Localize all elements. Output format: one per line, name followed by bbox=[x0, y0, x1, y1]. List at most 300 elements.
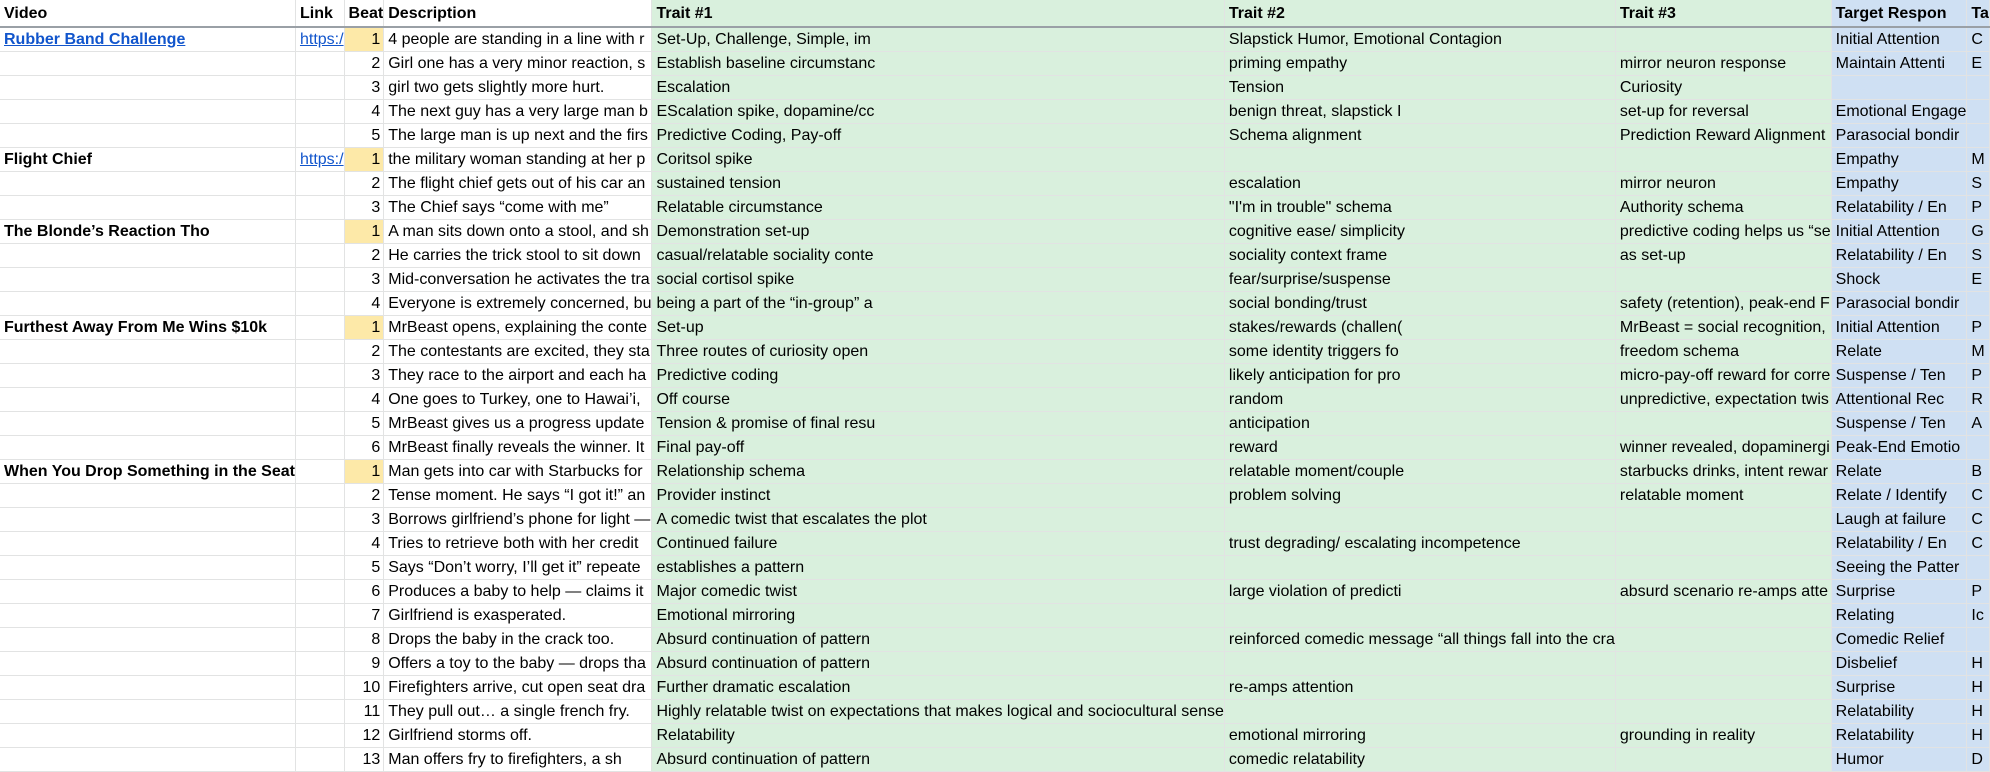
cell-video[interactable] bbox=[0, 556, 295, 580]
cell-link[interactable] bbox=[295, 316, 344, 340]
cell-description[interactable]: MrBeast opens, explaining the conte bbox=[384, 316, 652, 340]
cell-trait-2[interactable]: problem solving bbox=[1224, 484, 1615, 508]
cell-link[interactable] bbox=[295, 76, 344, 100]
cell-extra[interactable]: S bbox=[1967, 172, 1989, 196]
cell-description[interactable]: Tense moment. He says “I got it!” an bbox=[384, 484, 652, 508]
cell-trait-3[interactable] bbox=[1615, 412, 1831, 436]
table-row bbox=[0, 172, 1989, 196]
table-row bbox=[0, 484, 1989, 508]
cell-extra[interactable]: E bbox=[1967, 52, 1989, 76]
cell-description[interactable]: Produces a baby to help — claims it bbox=[384, 580, 652, 604]
cell-description[interactable]: Girl one has a very minor reaction, s bbox=[384, 52, 652, 76]
cell-video[interactable] bbox=[0, 52, 295, 76]
cell-description[interactable]: Says “Don’t worry, I’ll get it” repeate bbox=[384, 556, 652, 580]
cell-description[interactable]: Tries to retrieve both with her credit bbox=[384, 532, 652, 556]
cell-trait-3[interactable]: winner revealed, dopaminergi bbox=[1615, 436, 1831, 460]
url-link[interactable]: https:/ bbox=[299, 151, 344, 168]
cell-link[interactable] bbox=[295, 580, 344, 604]
cell-trait-3[interactable]: MrBeast = social recognition, bbox=[1615, 316, 1831, 340]
cell-description[interactable]: They pull out… a single french fry. bbox=[384, 700, 652, 724]
cell-beat[interactable]: 4 bbox=[344, 388, 384, 412]
cell-video[interactable] bbox=[0, 292, 295, 316]
cell-beat[interactable]: 10 bbox=[344, 676, 384, 700]
column-header-trait-1[interactable]: Trait #1 bbox=[652, 0, 1224, 27]
cell-video[interactable] bbox=[0, 700, 295, 724]
cell-trait-3[interactable]: freedom schema bbox=[1615, 340, 1831, 364]
cell-target-response[interactable]: Relatability / En bbox=[1831, 244, 1967, 268]
cell-trait-2[interactable]: random bbox=[1224, 388, 1615, 412]
cell-target-response[interactable]: Laugh at failure bbox=[1831, 508, 1967, 532]
cell-description[interactable]: Man offers fry to firefighters, a sh bbox=[384, 748, 652, 772]
cell-trait-2[interactable]: benign threat, slapstick I bbox=[1224, 100, 1615, 124]
cell-trait-1[interactable]: Demonstration set-up bbox=[652, 220, 1224, 244]
cell-beat[interactable]: 12 bbox=[344, 724, 384, 748]
cell-trait-3[interactable] bbox=[1615, 556, 1831, 580]
cell-trait-1[interactable]: Provider instinct bbox=[652, 484, 1224, 508]
cell-trait-2[interactable]: large violation of predicti bbox=[1224, 580, 1615, 604]
cell-beat[interactable]: 2 bbox=[344, 340, 384, 364]
cell-link[interactable] bbox=[295, 52, 344, 76]
cell-trait-3[interactable] bbox=[1615, 268, 1831, 292]
column-header-target-response[interactable]: Target Respon bbox=[1831, 0, 1967, 27]
cell-video[interactable] bbox=[0, 340, 295, 364]
cell-link[interactable] bbox=[295, 412, 344, 436]
cell-link[interactable] bbox=[295, 604, 344, 628]
cell-video[interactable] bbox=[0, 100, 295, 124]
cell-trait-2[interactable]: reward bbox=[1224, 436, 1615, 460]
column-header-description[interactable]: Description bbox=[384, 0, 652, 27]
cell-beat[interactable]: 11 bbox=[344, 700, 384, 724]
cell-target-response[interactable]: Parasocial bondir bbox=[1831, 124, 1967, 148]
cell-trait-1[interactable]: Absurd continuation of pattern bbox=[652, 628, 1224, 652]
cell-description[interactable]: MrBeast gives us a progress update bbox=[384, 412, 652, 436]
cell-link[interactable] bbox=[295, 268, 344, 292]
cell-beat[interactable]: 1 bbox=[344, 220, 384, 244]
cell-beat[interactable]: 4 bbox=[344, 532, 384, 556]
cell-trait-2[interactable]: Schema alignment bbox=[1224, 124, 1615, 148]
cell-beat[interactable]: 3 bbox=[344, 364, 384, 388]
cell-beat[interactable]: 13 bbox=[344, 748, 384, 772]
cell-trait-2[interactable]: escalation bbox=[1224, 172, 1615, 196]
cell-trait-2[interactable] bbox=[1224, 604, 1615, 628]
cell-extra[interactable] bbox=[1967, 124, 1989, 148]
cell-description[interactable]: Drops the baby in the crack too. bbox=[384, 628, 652, 652]
cell-extra[interactable]: P bbox=[1967, 316, 1989, 340]
cell-trait-1[interactable]: sustained tension bbox=[652, 172, 1224, 196]
cell-extra[interactable]: M bbox=[1967, 340, 1989, 364]
cell-target-response[interactable]: Peak-End Emotio bbox=[1831, 436, 1967, 460]
cell-beat[interactable]: 3 bbox=[344, 196, 384, 220]
cell-description[interactable]: One goes to Turkey, one to Hawai’i, bbox=[384, 388, 652, 412]
cell-extra[interactable]: M bbox=[1967, 148, 1989, 172]
column-header-video[interactable]: Video bbox=[0, 0, 295, 27]
cell-target-response[interactable]: Relatability / En bbox=[1831, 532, 1967, 556]
cell-trait-2[interactable]: trust degrading/ escalating incompetence bbox=[1224, 532, 1615, 556]
cell-video[interactable] bbox=[0, 724, 295, 748]
cell-link[interactable] bbox=[295, 652, 344, 676]
cell-trait-3[interactable]: predictive coding helps us “se bbox=[1615, 220, 1831, 244]
cell-target-response[interactable]: Relating bbox=[1831, 604, 1967, 628]
cell-beat[interactable]: 3 bbox=[344, 508, 384, 532]
cell-trait-1[interactable]: Final pay-off bbox=[652, 436, 1224, 460]
cell-trait-1[interactable]: establishes a pattern bbox=[652, 556, 1224, 580]
cell-trait-2[interactable] bbox=[1224, 148, 1615, 172]
spreadsheet-body bbox=[0, 27, 1989, 772]
cell-trait-3[interactable] bbox=[1615, 508, 1831, 532]
cell-extra[interactable]: Ic bbox=[1967, 604, 1989, 628]
cell-trait-1[interactable]: social cortisol spike bbox=[652, 268, 1224, 292]
cell-target-response[interactable]: Attentional Rec bbox=[1831, 388, 1967, 412]
cell-trait-3[interactable] bbox=[1615, 604, 1831, 628]
cell-trait-2[interactable]: comedic relatability bbox=[1224, 748, 1615, 772]
cell-description[interactable]: The flight chief gets out of his car an bbox=[384, 172, 652, 196]
cell-video[interactable] bbox=[0, 748, 295, 772]
cell-target-response[interactable]: Comedic Relief bbox=[1831, 628, 1967, 652]
cell-trait-3[interactable]: grounding in reality bbox=[1615, 724, 1831, 748]
cell-trait-2[interactable]: re-amps attention bbox=[1224, 676, 1615, 700]
cell-trait-1[interactable]: A comedic twist that escalates the plot bbox=[652, 508, 1224, 532]
cell-extra[interactable] bbox=[1967, 76, 1989, 100]
cell-extra[interactable]: G bbox=[1967, 220, 1989, 244]
cell-description[interactable]: Firefighters arrive, cut open seat dra bbox=[384, 676, 652, 700]
cell-link[interactable] bbox=[295, 460, 344, 484]
cell-trait-3[interactable] bbox=[1615, 652, 1831, 676]
cell-video[interactable]: Furthest Away From Me Wins $10k bbox=[0, 316, 295, 340]
cell-trait-3[interactable] bbox=[1615, 27, 1831, 52]
cell-target-response[interactable]: Empathy bbox=[1831, 172, 1967, 196]
cell-trait-1[interactable]: Escalation bbox=[652, 76, 1224, 100]
video-link[interactable]: Rubber Band Challenge bbox=[4, 31, 186, 48]
cell-beat[interactable]: 2 bbox=[344, 52, 384, 76]
cell-description[interactable]: The Chief says “come with me” bbox=[384, 196, 652, 220]
cell-target-response[interactable]: Initial Attention bbox=[1831, 27, 1967, 52]
cell-trait-2[interactable]: fear/surprise/suspense bbox=[1224, 268, 1615, 292]
table-row bbox=[0, 748, 1989, 772]
cell-extra[interactable] bbox=[1967, 556, 1989, 580]
cell-video[interactable]: The Blonde’s Reaction Tho bbox=[0, 220, 295, 244]
cell-link[interactable] bbox=[295, 124, 344, 148]
cell-trait-2[interactable]: priming empathy bbox=[1224, 52, 1615, 76]
cell-target-response[interactable]: Emotional Engage bbox=[1831, 100, 1967, 124]
cell-beat[interactable]: 1 bbox=[344, 460, 384, 484]
cell-extra[interactable]: C bbox=[1967, 27, 1989, 52]
cell-trait-1[interactable]: Set-Up, Challenge, Simple, im bbox=[652, 27, 1224, 52]
cell-description[interactable]: The large man is up next and the firs bbox=[384, 124, 652, 148]
cell-trait-1[interactable]: Absurd continuation of pattern bbox=[652, 748, 1224, 772]
cell-trait-1[interactable]: Relationship schema bbox=[652, 460, 1224, 484]
cell-link[interactable] bbox=[295, 436, 344, 460]
cell-description[interactable]: A man sits down onto a stool, and sh bbox=[384, 220, 652, 244]
cell-target-response[interactable]: Surprise bbox=[1831, 580, 1967, 604]
cell-video[interactable] bbox=[0, 196, 295, 220]
cell-target-response[interactable]: Maintain Attenti bbox=[1831, 52, 1967, 76]
cell-trait-1[interactable]: casual/relatable sociality conte bbox=[652, 244, 1224, 268]
cell-trait-2[interactable]: some identity triggers fo bbox=[1224, 340, 1615, 364]
cell-beat[interactable]: 9 bbox=[344, 652, 384, 676]
cell-link[interactable] bbox=[295, 292, 344, 316]
cell-target-response[interactable] bbox=[1831, 76, 1967, 100]
cell-trait-2[interactable] bbox=[1224, 700, 1615, 724]
cell-extra[interactable]: H bbox=[1967, 700, 1989, 724]
cell-trait-1[interactable]: being a part of the “in-group” a bbox=[652, 292, 1224, 316]
cell-trait-2[interactable]: Slapstick Humor, Emotional Contagion bbox=[1224, 27, 1615, 52]
cell-trait-1[interactable]: Tension & promise of final resu bbox=[652, 412, 1224, 436]
cell-trait-2[interactable]: relatable moment/couple bbox=[1224, 460, 1615, 484]
table-row bbox=[0, 556, 1989, 580]
cell-target-response[interactable]: Shock bbox=[1831, 268, 1967, 292]
cell-video[interactable] bbox=[0, 388, 295, 412]
cell-target-response[interactable]: Suspense / Ten bbox=[1831, 364, 1967, 388]
cell-video[interactable] bbox=[0, 604, 295, 628]
cell-target-response[interactable]: Relatability bbox=[1831, 724, 1967, 748]
cell-trait-3[interactable]: Curiosity bbox=[1615, 76, 1831, 100]
cell-extra[interactable]: P bbox=[1967, 364, 1989, 388]
cell-beat[interactable]: 1 bbox=[344, 27, 384, 52]
cell-extra[interactable]: E bbox=[1967, 268, 1989, 292]
cell-trait-1[interactable]: Three routes of curiosity open bbox=[652, 340, 1224, 364]
cell-link[interactable] bbox=[295, 27, 344, 52]
cell-link[interactable] bbox=[295, 724, 344, 748]
cell-beat[interactable]: 8 bbox=[344, 628, 384, 652]
cell-target-response[interactable]: Humor bbox=[1831, 748, 1967, 772]
cell-trait-1[interactable]: Predictive Coding, Pay-off bbox=[652, 124, 1224, 148]
cell-target-response[interactable]: Suspense / Ten bbox=[1831, 412, 1967, 436]
cell-video[interactable] bbox=[0, 532, 295, 556]
cell-description[interactable]: girl two gets slightly more hurt. bbox=[384, 76, 652, 100]
cell-trait-1[interactable]: Relatable circumstance bbox=[652, 196, 1224, 220]
cell-target-response[interactable]: Relate bbox=[1831, 340, 1967, 364]
cell-extra[interactable]: H bbox=[1967, 724, 1989, 748]
cell-beat[interactable]: 1 bbox=[344, 316, 384, 340]
cell-beat[interactable]: 4 bbox=[344, 100, 384, 124]
cell-trait-3[interactable] bbox=[1615, 676, 1831, 700]
cell-trait-2[interactable]: emotional mirroring bbox=[1224, 724, 1615, 748]
cell-target-response[interactable]: Surprise bbox=[1831, 676, 1967, 700]
cell-description[interactable]: Man gets into car with Starbucks for bbox=[384, 460, 652, 484]
cell-description[interactable]: They race to the airport and each ha bbox=[384, 364, 652, 388]
cell-description[interactable]: He carries the trick stool to sit down bbox=[384, 244, 652, 268]
cell-trait-3[interactable]: safety (retention), peak-end F bbox=[1615, 292, 1831, 316]
cell-trait-3[interactable]: micro-pay-off reward for corre bbox=[1615, 364, 1831, 388]
cell-extra[interactable]: A bbox=[1967, 412, 1989, 436]
cell-description[interactable]: 4 people are standing in a line with r bbox=[384, 27, 652, 52]
cell-trait-1[interactable]: Emotional mirroring bbox=[652, 604, 1224, 628]
cell-trait-1[interactable]: Set-up bbox=[652, 316, 1224, 340]
cell-trait-2[interactable]: cognitive ease/ simplicity bbox=[1224, 220, 1615, 244]
column-header-beat[interactable]: Beat bbox=[344, 0, 384, 27]
cell-beat[interactable]: 5 bbox=[344, 556, 384, 580]
cell-video[interactable] bbox=[0, 364, 295, 388]
cell-target-response[interactable]: Relate / Identify bbox=[1831, 484, 1967, 508]
cell-trait-1[interactable]: Major comedic twist bbox=[652, 580, 1224, 604]
column-header-trait-2[interactable]: Trait #2 bbox=[1224, 0, 1615, 27]
cell-link[interactable] bbox=[295, 220, 344, 244]
cell-trait-2[interactable]: social bonding/trust bbox=[1224, 292, 1615, 316]
cell-target-response[interactable]: Initial Attention bbox=[1831, 220, 1967, 244]
cell-beat[interactable]: 5 bbox=[344, 412, 384, 436]
cell-target-response[interactable]: Parasocial bondir bbox=[1831, 292, 1967, 316]
cell-trait-1[interactable]: Establish baseline circumstanc bbox=[652, 52, 1224, 76]
cell-extra[interactable]: H bbox=[1967, 676, 1989, 700]
table-row bbox=[0, 316, 1989, 340]
cell-description[interactable]: Girlfriend storms off. bbox=[384, 724, 652, 748]
cell-description[interactable]: The contestants are excited, they sta bbox=[384, 340, 652, 364]
cell-link[interactable] bbox=[295, 100, 344, 124]
cell-extra[interactable]: P bbox=[1967, 580, 1989, 604]
cell-extra[interactable] bbox=[1967, 100, 1989, 124]
cell-trait-3[interactable]: unpredictive, expectation twis bbox=[1615, 388, 1831, 412]
cell-trait-3[interactable] bbox=[1615, 628, 1831, 652]
cell-trait-3[interactable] bbox=[1615, 148, 1831, 172]
cell-extra[interactable]: C bbox=[1967, 532, 1989, 556]
cell-trait-2[interactable]: Tension bbox=[1224, 76, 1615, 100]
cell-link[interactable] bbox=[295, 532, 344, 556]
cell-link[interactable] bbox=[295, 364, 344, 388]
cell-extra[interactable]: C bbox=[1967, 484, 1989, 508]
cell-beat[interactable]: 5 bbox=[344, 124, 384, 148]
cell-extra[interactable] bbox=[1967, 292, 1989, 316]
cell-description[interactable]: Borrows girlfriend’s phone for light — bbox=[384, 508, 652, 532]
cell-extra[interactable]: D bbox=[1967, 748, 1989, 772]
cell-beat[interactable]: 3 bbox=[344, 268, 384, 292]
cell-beat[interactable]: 2 bbox=[344, 172, 384, 196]
cell-beat[interactable]: 2 bbox=[344, 484, 384, 508]
cell-target-response[interactable]: Relatability / En bbox=[1831, 196, 1967, 220]
cell-target-response[interactable]: Relate bbox=[1831, 460, 1967, 484]
cell-extra[interactable] bbox=[1967, 628, 1989, 652]
cell-trait-3[interactable] bbox=[1615, 748, 1831, 772]
cell-beat[interactable]: 4 bbox=[344, 292, 384, 316]
cell-video[interactable] bbox=[0, 124, 295, 148]
cell-trait-2[interactable] bbox=[1224, 652, 1615, 676]
cell-link[interactable] bbox=[295, 628, 344, 652]
cell-link[interactable] bbox=[295, 484, 344, 508]
cell-trait-1[interactable]: Highly relatable twist on expectations that makes logical and sociocultural sense bbox=[652, 700, 1224, 724]
cell-link[interactable] bbox=[295, 340, 344, 364]
cell-video[interactable] bbox=[0, 172, 295, 196]
cell-video[interactable] bbox=[0, 27, 295, 52]
cell-trait-2[interactable]: "I'm in trouble" schema bbox=[1224, 196, 1615, 220]
cell-trait-3[interactable]: relatable moment bbox=[1615, 484, 1831, 508]
cell-extra[interactable]: C bbox=[1967, 508, 1989, 532]
cell-beat[interactable]: 2 bbox=[344, 244, 384, 268]
cell-video[interactable] bbox=[0, 436, 295, 460]
cell-video[interactable]: When You Drop Something in the Seat bbox=[0, 460, 295, 484]
cell-video[interactable] bbox=[0, 76, 295, 100]
cell-video[interactable] bbox=[0, 484, 295, 508]
cell-description[interactable]: the military woman standing at her p bbox=[384, 148, 652, 172]
cell-video[interactable] bbox=[0, 628, 295, 652]
cell-beat[interactable]: 6 bbox=[344, 436, 384, 460]
cell-link[interactable] bbox=[295, 148, 344, 172]
cell-video[interactable] bbox=[0, 268, 295, 292]
cell-description[interactable]: Mid-conversation he activates the tra bbox=[384, 268, 652, 292]
cell-trait-3[interactable]: mirror neuron bbox=[1615, 172, 1831, 196]
cell-beat[interactable]: 3 bbox=[344, 76, 384, 100]
cell-extra[interactable]: S bbox=[1967, 244, 1989, 268]
cell-trait-1[interactable]: EScalation spike, dopamine/cc bbox=[652, 100, 1224, 124]
column-header-trait-3[interactable]: Trait #3 bbox=[1615, 0, 1831, 27]
cell-description[interactable]: The next guy has a very large man b bbox=[384, 100, 652, 124]
cell-trait-3[interactable]: set-up for reversal bbox=[1615, 100, 1831, 124]
cell-trait-3[interactable] bbox=[1615, 532, 1831, 556]
cell-video[interactable] bbox=[0, 244, 295, 268]
cell-link[interactable] bbox=[295, 508, 344, 532]
table-row bbox=[0, 580, 1989, 604]
cell-extra[interactable]: P bbox=[1967, 196, 1989, 220]
cell-link[interactable] bbox=[295, 700, 344, 724]
cell-video[interactable] bbox=[0, 580, 295, 604]
cell-trait-2[interactable] bbox=[1224, 556, 1615, 580]
cell-trait-1[interactable]: Coritsol spike bbox=[652, 148, 1224, 172]
cell-trait-3[interactable]: mirror neuron response bbox=[1615, 52, 1831, 76]
cell-description[interactable]: MrBeast finally reveals the winner. It bbox=[384, 436, 652, 460]
cell-video[interactable] bbox=[0, 652, 295, 676]
cell-description[interactable]: Offers a toy to the baby — drops tha bbox=[384, 652, 652, 676]
cell-trait-1[interactable]: Relatability bbox=[652, 724, 1224, 748]
cell-trait-2[interactable]: stakes/rewards (challen( bbox=[1224, 316, 1615, 340]
cell-video[interactable]: Flight Chief bbox=[0, 148, 295, 172]
cell-video[interactable] bbox=[0, 676, 295, 700]
cell-link[interactable] bbox=[295, 556, 344, 580]
table-row bbox=[0, 100, 1989, 124]
cell-target-response[interactable]: Seeing the Patter bbox=[1831, 556, 1967, 580]
cell-video[interactable] bbox=[0, 508, 295, 532]
cell-link[interactable] bbox=[295, 676, 344, 700]
cell-trait-2[interactable]: sociality context frame bbox=[1224, 244, 1615, 268]
cell-target-response[interactable]: Relatability bbox=[1831, 700, 1967, 724]
cell-trait-2[interactable]: reinforced comedic message “all things fall into the cra bbox=[1224, 628, 1615, 652]
cell-extra[interactable] bbox=[1967, 436, 1989, 460]
cell-description[interactable]: Everyone is extremely concerned, bu bbox=[384, 292, 652, 316]
cell-link[interactable] bbox=[295, 244, 344, 268]
cell-trait-3[interactable]: Authority schema bbox=[1615, 196, 1831, 220]
cell-video[interactable] bbox=[0, 412, 295, 436]
cell-trait-3[interactable]: absurd scenario re-amps atte bbox=[1615, 580, 1831, 604]
cell-link[interactable] bbox=[295, 748, 344, 772]
column-header-link[interactable]: Link bbox=[295, 0, 344, 27]
url-link[interactable]: https:/ bbox=[299, 31, 344, 48]
cell-target-response[interactable]: Initial Attention bbox=[1831, 316, 1967, 340]
cell-target-response[interactable]: Disbelief bbox=[1831, 652, 1967, 676]
cell-trait-1[interactable]: Predictive coding bbox=[652, 364, 1224, 388]
cell-extra[interactable]: B bbox=[1967, 460, 1989, 484]
cell-trait-2[interactable] bbox=[1224, 508, 1615, 532]
cell-trait-2[interactable]: anticipation bbox=[1224, 412, 1615, 436]
cell-beat[interactable]: 7 bbox=[344, 604, 384, 628]
table-row bbox=[0, 460, 1989, 484]
cell-link[interactable] bbox=[295, 388, 344, 412]
cell-trait-1[interactable]: Continued failure bbox=[652, 532, 1224, 556]
cell-trait-3[interactable]: starbucks drinks, intent rewar bbox=[1615, 460, 1831, 484]
cell-beat[interactable]: 6 bbox=[344, 580, 384, 604]
column-header-extra[interactable]: Ta bbox=[1967, 0, 1989, 27]
cell-trait-2[interactable]: likely anticipation for pro bbox=[1224, 364, 1615, 388]
cell-target-response[interactable]: Empathy bbox=[1831, 148, 1967, 172]
cell-beat[interactable]: 1 bbox=[344, 148, 384, 172]
cell-trait-1[interactable]: Absurd continuation of pattern bbox=[652, 652, 1224, 676]
cell-extra[interactable]: H bbox=[1967, 652, 1989, 676]
cell-extra[interactable]: R bbox=[1967, 388, 1989, 412]
cell-trait-3[interactable]: Prediction Reward Alignment bbox=[1615, 124, 1831, 148]
cell-description[interactable]: Girlfriend is exasperated. bbox=[384, 604, 652, 628]
cell-link[interactable] bbox=[295, 172, 344, 196]
cell-link[interactable] bbox=[295, 196, 344, 220]
cell-trait-3[interactable] bbox=[1615, 700, 1831, 724]
cell-trait-3[interactable]: as set-up bbox=[1615, 244, 1831, 268]
cell-trait-1[interactable]: Further dramatic escalation bbox=[652, 676, 1224, 700]
cell-trait-1[interactable]: Off course bbox=[652, 388, 1224, 412]
